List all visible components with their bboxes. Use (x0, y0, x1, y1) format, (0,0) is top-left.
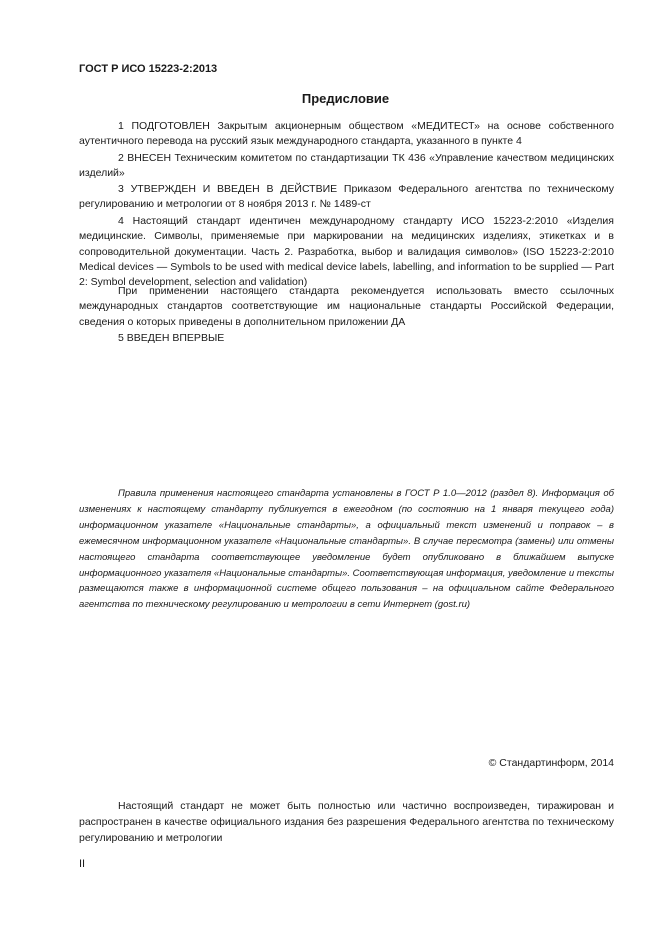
copyright: © Стандартинформ, 2014 (488, 757, 614, 769)
page-number: II (79, 858, 86, 870)
preface-item-3: 3 УТВЕРЖДЕН И ВВЕДЕН В ДЕЙСТВИЕ Приказом Федерального агентства по техническому регулированию и метрологии от 8 ноября 2013 г. № 1489-ст (79, 183, 614, 211)
preface-item-references: При применении настоящего стандарта рекомендуется использовать вместо ссылочных международных стандартов соответствующие им национальные стандарты Российской Федерации, сведения о которых приведены в дополнительном приложении ДА (79, 285, 614, 328)
preface-item-5: 5 ВВЕДЕН ВПЕРВЫЕ (118, 332, 225, 344)
preface-title: Предисловие (301, 91, 390, 106)
preface-item-2: 2 ВНЕСЕН Техническим комитетом по стандартизации ТК 436 «Управление качеством медицинских изделий» (79, 152, 614, 180)
reproduction-rights: Настоящий стандарт не может быть полностью или частично воспроизведен, тиражирован и распространен в качестве официального издания без разрешения Федерального агентства по техническому регулированию и метрологии (79, 800, 614, 844)
standard-id: ГОСТ Р ИСО 15223-2:2013 (79, 63, 218, 75)
preface-item-4: 4 Настоящий стандарт идентичен международному стандарту ИСО 15223-2:2010 «Изделия медицинские. Символы, применяемые при маркировании на медицинских изделиях, этикетках и в сопроводительной документации. Часть 2. Разработка, выбор и валидация символов» (ISO 15223-2:2010 Medical devices — Symbols to be used with medical device labels, labelling, and information to be supplied — Part 2: Symbol development, selection and validation) (79, 215, 614, 289)
application-notice: Правила применения настоящего стандарта установлены в ГОСТ Р 1.0—2012 (раздел 8). Информация об изменениях к настоящему стандарту публикуется в ежегодном (по состоянию на 1 января текущего года) информационном указателе «Национальные стандарты», а официальный текст изменений и поправок – в ежемесячном информационном указателе «Национальные стандарты». В случае пересмотра (замены) или отмены настоящего стандарта соответствующее уведомление будет опубликовано в ближайшем выпуске информационного указателя «Национальные стандарты». Соответствующая информация, уведомление и тексты размещаются также в информационной системе общего пользования – на официальном сайте Федерального агентства по техническому регулированию и метрологии в сети Интернет (gost.ru) (79, 488, 614, 611)
preface-item-1: 1 ПОДГОТОВЛЕН Закрытым акционерным обществом «МЕДИТЕСТ» на основе собственного аутентичного перевода на русский язык международного стандарта, указанного в пункте 4 (79, 120, 614, 148)
